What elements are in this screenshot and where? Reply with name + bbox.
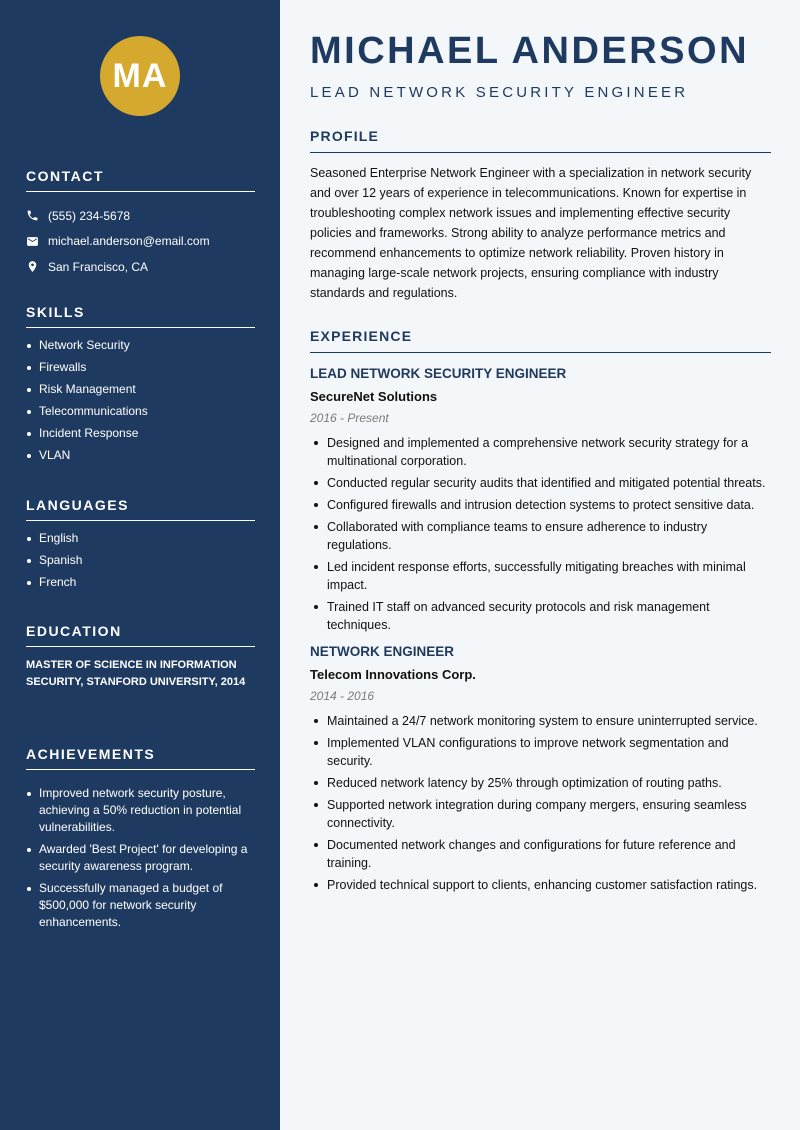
job-bullet: Collaborated with compliance teams to ensure adherence to industry regulations. bbox=[310, 518, 771, 554]
profile-section bbox=[310, 128, 771, 303]
job-bullet: Supported network integration during company mergers, ensuring seamless connectivity. bbox=[310, 796, 771, 832]
skill-item: Incident Response bbox=[26, 425, 255, 442]
job-dates: 2016 - Present bbox=[310, 411, 389, 425]
job-bullet: Designed and implemented a comprehensive network security strategy for a multinational corporation. bbox=[310, 434, 771, 470]
job-bullets bbox=[310, 434, 771, 634]
languages-list bbox=[26, 530, 255, 591]
job-bullet: Documented network changes and configurations for future reference and training. bbox=[310, 836, 771, 872]
mail-icon bbox=[26, 235, 39, 248]
phone-icon bbox=[26, 209, 39, 222]
experience-heading: EXPERIENCE bbox=[310, 328, 771, 353]
person-title: LEAD NETWORK SECURITY ENGINEER bbox=[310, 84, 689, 101]
education-section bbox=[26, 623, 255, 691]
location-pin-icon bbox=[26, 260, 39, 273]
job-bullet: Conducted regular security audits that identified and mitigated potential threats. bbox=[310, 474, 771, 492]
skill-item: Telecommunications bbox=[26, 403, 255, 420]
contact-phone-text: (555) 234-5678 bbox=[48, 208, 131, 223]
skills-heading: SKILLS bbox=[26, 304, 255, 328]
achievements-heading: ACHIEVEMENTS bbox=[26, 746, 255, 770]
experience-section bbox=[310, 328, 771, 898]
job-bullet: Maintained a 24/7 network monitoring system to ensure uninterrupted service. bbox=[310, 712, 771, 730]
languages-section bbox=[26, 497, 255, 596]
achievement-item: Successfully managed a budget of $500,000 for network security enhancements. bbox=[26, 880, 255, 931]
job-entry bbox=[310, 366, 771, 634]
job-bullets bbox=[310, 712, 771, 894]
contact-phone[interactable] bbox=[26, 203, 255, 229]
job-company: Telecom Innovations Corp. bbox=[310, 667, 476, 682]
language-item: English bbox=[26, 530, 255, 547]
skills-section bbox=[26, 304, 255, 469]
achievement-item: Awarded 'Best Project' for developing a security awareness program. bbox=[26, 841, 255, 875]
skill-item: Risk Management bbox=[26, 381, 255, 398]
education-heading: EDUCATION bbox=[26, 623, 255, 647]
job-role: LEAD NETWORK SECURITY ENGINEER bbox=[310, 366, 567, 381]
language-item: Spanish bbox=[26, 552, 255, 569]
contact-email[interactable] bbox=[26, 229, 255, 255]
job-bullet: Provided technical support to clients, enhancing customer satisfaction ratings. bbox=[310, 876, 771, 894]
achievements-list bbox=[26, 785, 255, 931]
job-company: SecureNet Solutions bbox=[310, 389, 438, 404]
contact-section bbox=[26, 168, 255, 280]
education-entry: MASTER OF SCIENCE IN INFORMATION SECURITY, STANFORD UNIVERSITY, 2014 bbox=[26, 659, 246, 688]
skill-item: Network Security bbox=[26, 337, 255, 354]
skill-item: Firewalls bbox=[26, 359, 255, 376]
job-dates: 2014 - 2016 bbox=[310, 689, 375, 703]
achievement-item: Improved network security posture, achieving a 50% reduction in potential vulnerabilities. bbox=[26, 785, 255, 836]
contact-location-text: San Francisco, CA bbox=[48, 259, 149, 274]
profile-text: Seasoned Enterprise Network Engineer with a specialization in network security and over 12 years of experience in telecommunications. Known for expertise in troubleshooting complex network issues and implementing effective security policies and frameworks. Strong ability to analyze performance metrics and recommend enhancements to optimize network reliability. Proven history in managing large-scale network projects, ensuring compliance with industry standards and regulations. bbox=[310, 166, 752, 300]
skill-item: VLAN bbox=[26, 447, 255, 464]
job-entry bbox=[310, 644, 771, 894]
sidebar bbox=[0, 0, 280, 1130]
contact-email-text: michael.anderson@email.com bbox=[48, 234, 210, 249]
profile-heading: PROFILE bbox=[310, 128, 771, 153]
job-role: NETWORK ENGINEER bbox=[310, 644, 455, 659]
contact-location bbox=[26, 254, 255, 280]
job-bullet: Configured firewalls and intrusion detection systems to protect sensitive data. bbox=[310, 496, 771, 514]
contact-heading: CONTACT bbox=[26, 168, 255, 192]
language-item: French bbox=[26, 574, 255, 591]
job-bullet: Led incident response efforts, successfully mitigating breaches with minimal impact. bbox=[310, 558, 771, 594]
job-bullet: Implemented VLAN configurations to improve network segmentation and security. bbox=[310, 734, 771, 770]
languages-heading: LANGUAGES bbox=[26, 497, 255, 521]
person-name: MICHAEL ANDERSON bbox=[310, 30, 750, 72]
job-bullet: Trained IT staff on advanced security protocols and risk management techniques. bbox=[310, 598, 771, 634]
avatar: MA bbox=[100, 36, 180, 116]
achievements-section bbox=[26, 746, 255, 936]
skills-list bbox=[26, 337, 255, 464]
job-bullet: Reduced network latency by 25% through optimization of routing paths. bbox=[310, 774, 771, 792]
